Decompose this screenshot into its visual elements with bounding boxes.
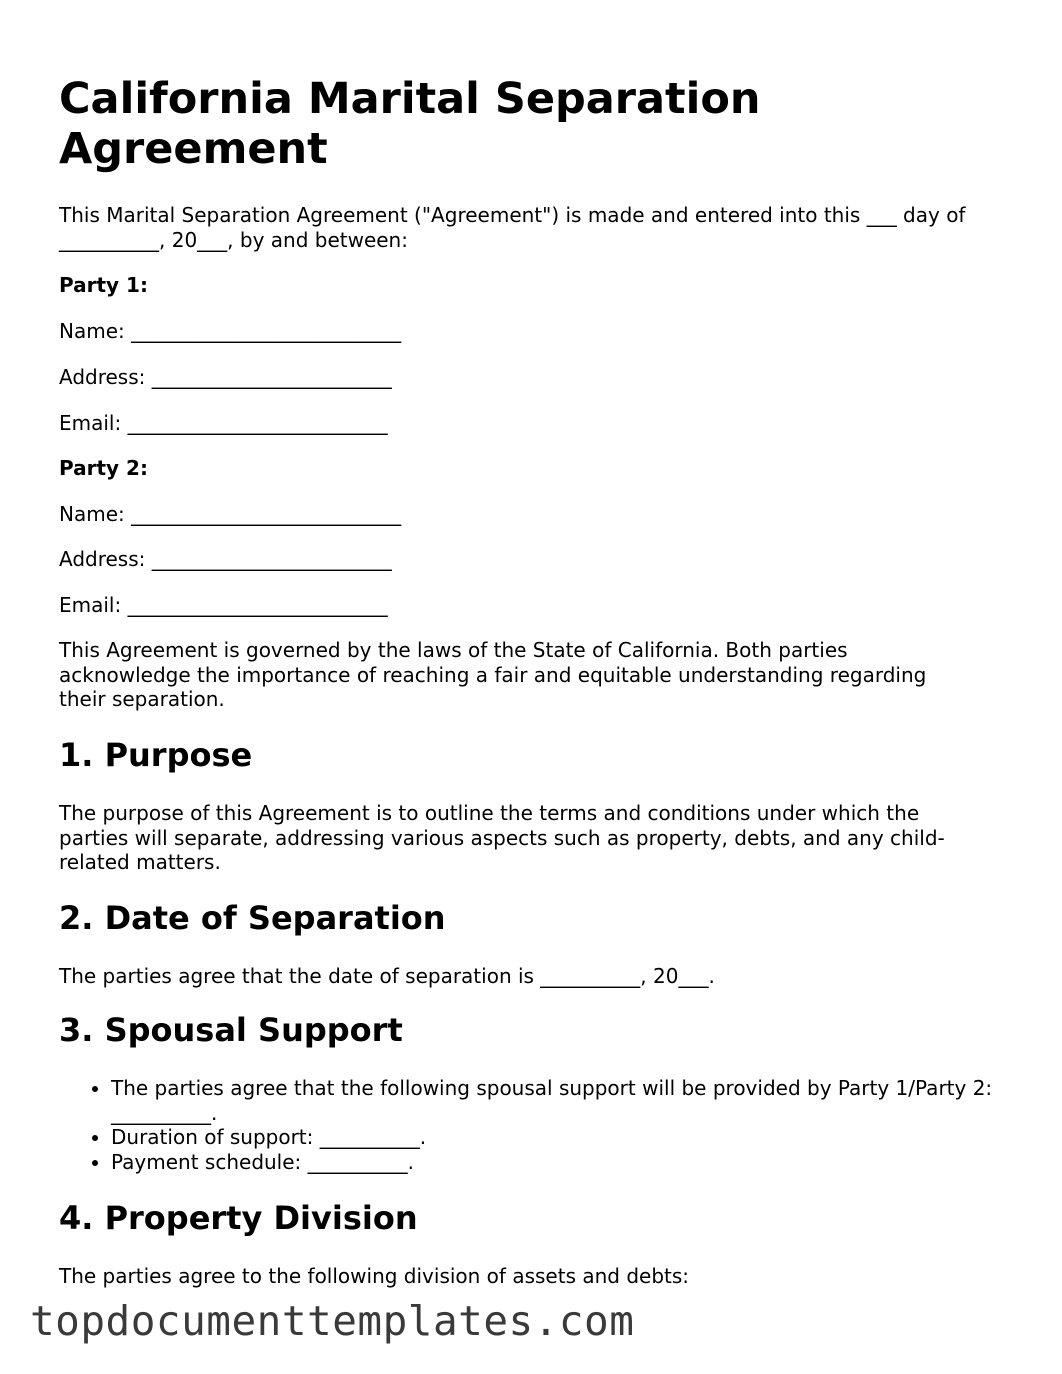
section-property-heading: 4. Property Division xyxy=(59,1199,418,1237)
party1-name-field: Name: ___________________________ xyxy=(59,319,402,343)
party1-heading: Party 1: xyxy=(59,273,148,297)
list-item: • The parties agree that the following spousal support will be provided by Party 1/Party 2: __________. xyxy=(111,1076,1011,1125)
list-item: • Payment schedule: __________. xyxy=(111,1150,1011,1175)
spousal-support-list xyxy=(59,1076,1011,1174)
document-title: California Marital Separation Agreement xyxy=(59,74,761,174)
party1-address-field: Address: ________________________ xyxy=(59,365,392,389)
watermark-text: topdocumenttemplates.com xyxy=(30,1297,635,1345)
governing-law-paragraph: This Agreement is governed by the laws of the State of California. Both parties acknowledge the importance of reaching a fair and equitable understanding regarding their separation. xyxy=(59,638,927,711)
section-support-heading: 3. Spousal Support xyxy=(59,1011,403,1049)
party1-email-field: Email: __________________________ xyxy=(59,411,388,435)
intro-paragraph: This Marital Separation Agreement ("Agreement") is made and entered into this ___ day of __________, 20___, by and between: xyxy=(59,203,966,252)
party2-address-field: Address: ________________________ xyxy=(59,547,392,571)
section-date-heading: 2. Date of Separation xyxy=(59,899,446,937)
party2-heading: Party 2: xyxy=(59,456,148,480)
section-purpose-text: The purpose of this Agreement is to outline the terms and conditions under which the parties will separate, addressing various aspects such as property, debts, and any child-related matters. xyxy=(59,801,945,874)
party2-email-field: Email: __________________________ xyxy=(59,593,388,617)
section-date-text: The parties agree that the date of separation is __________, 20___. xyxy=(59,964,715,988)
list-item: • Duration of support: __________. xyxy=(111,1125,1011,1150)
section-property-text: The parties agree to the following division of assets and debts: xyxy=(59,1264,690,1288)
section-purpose-heading: 1. Purpose xyxy=(59,736,253,774)
party2-name-field: Name: ___________________________ xyxy=(59,502,402,526)
